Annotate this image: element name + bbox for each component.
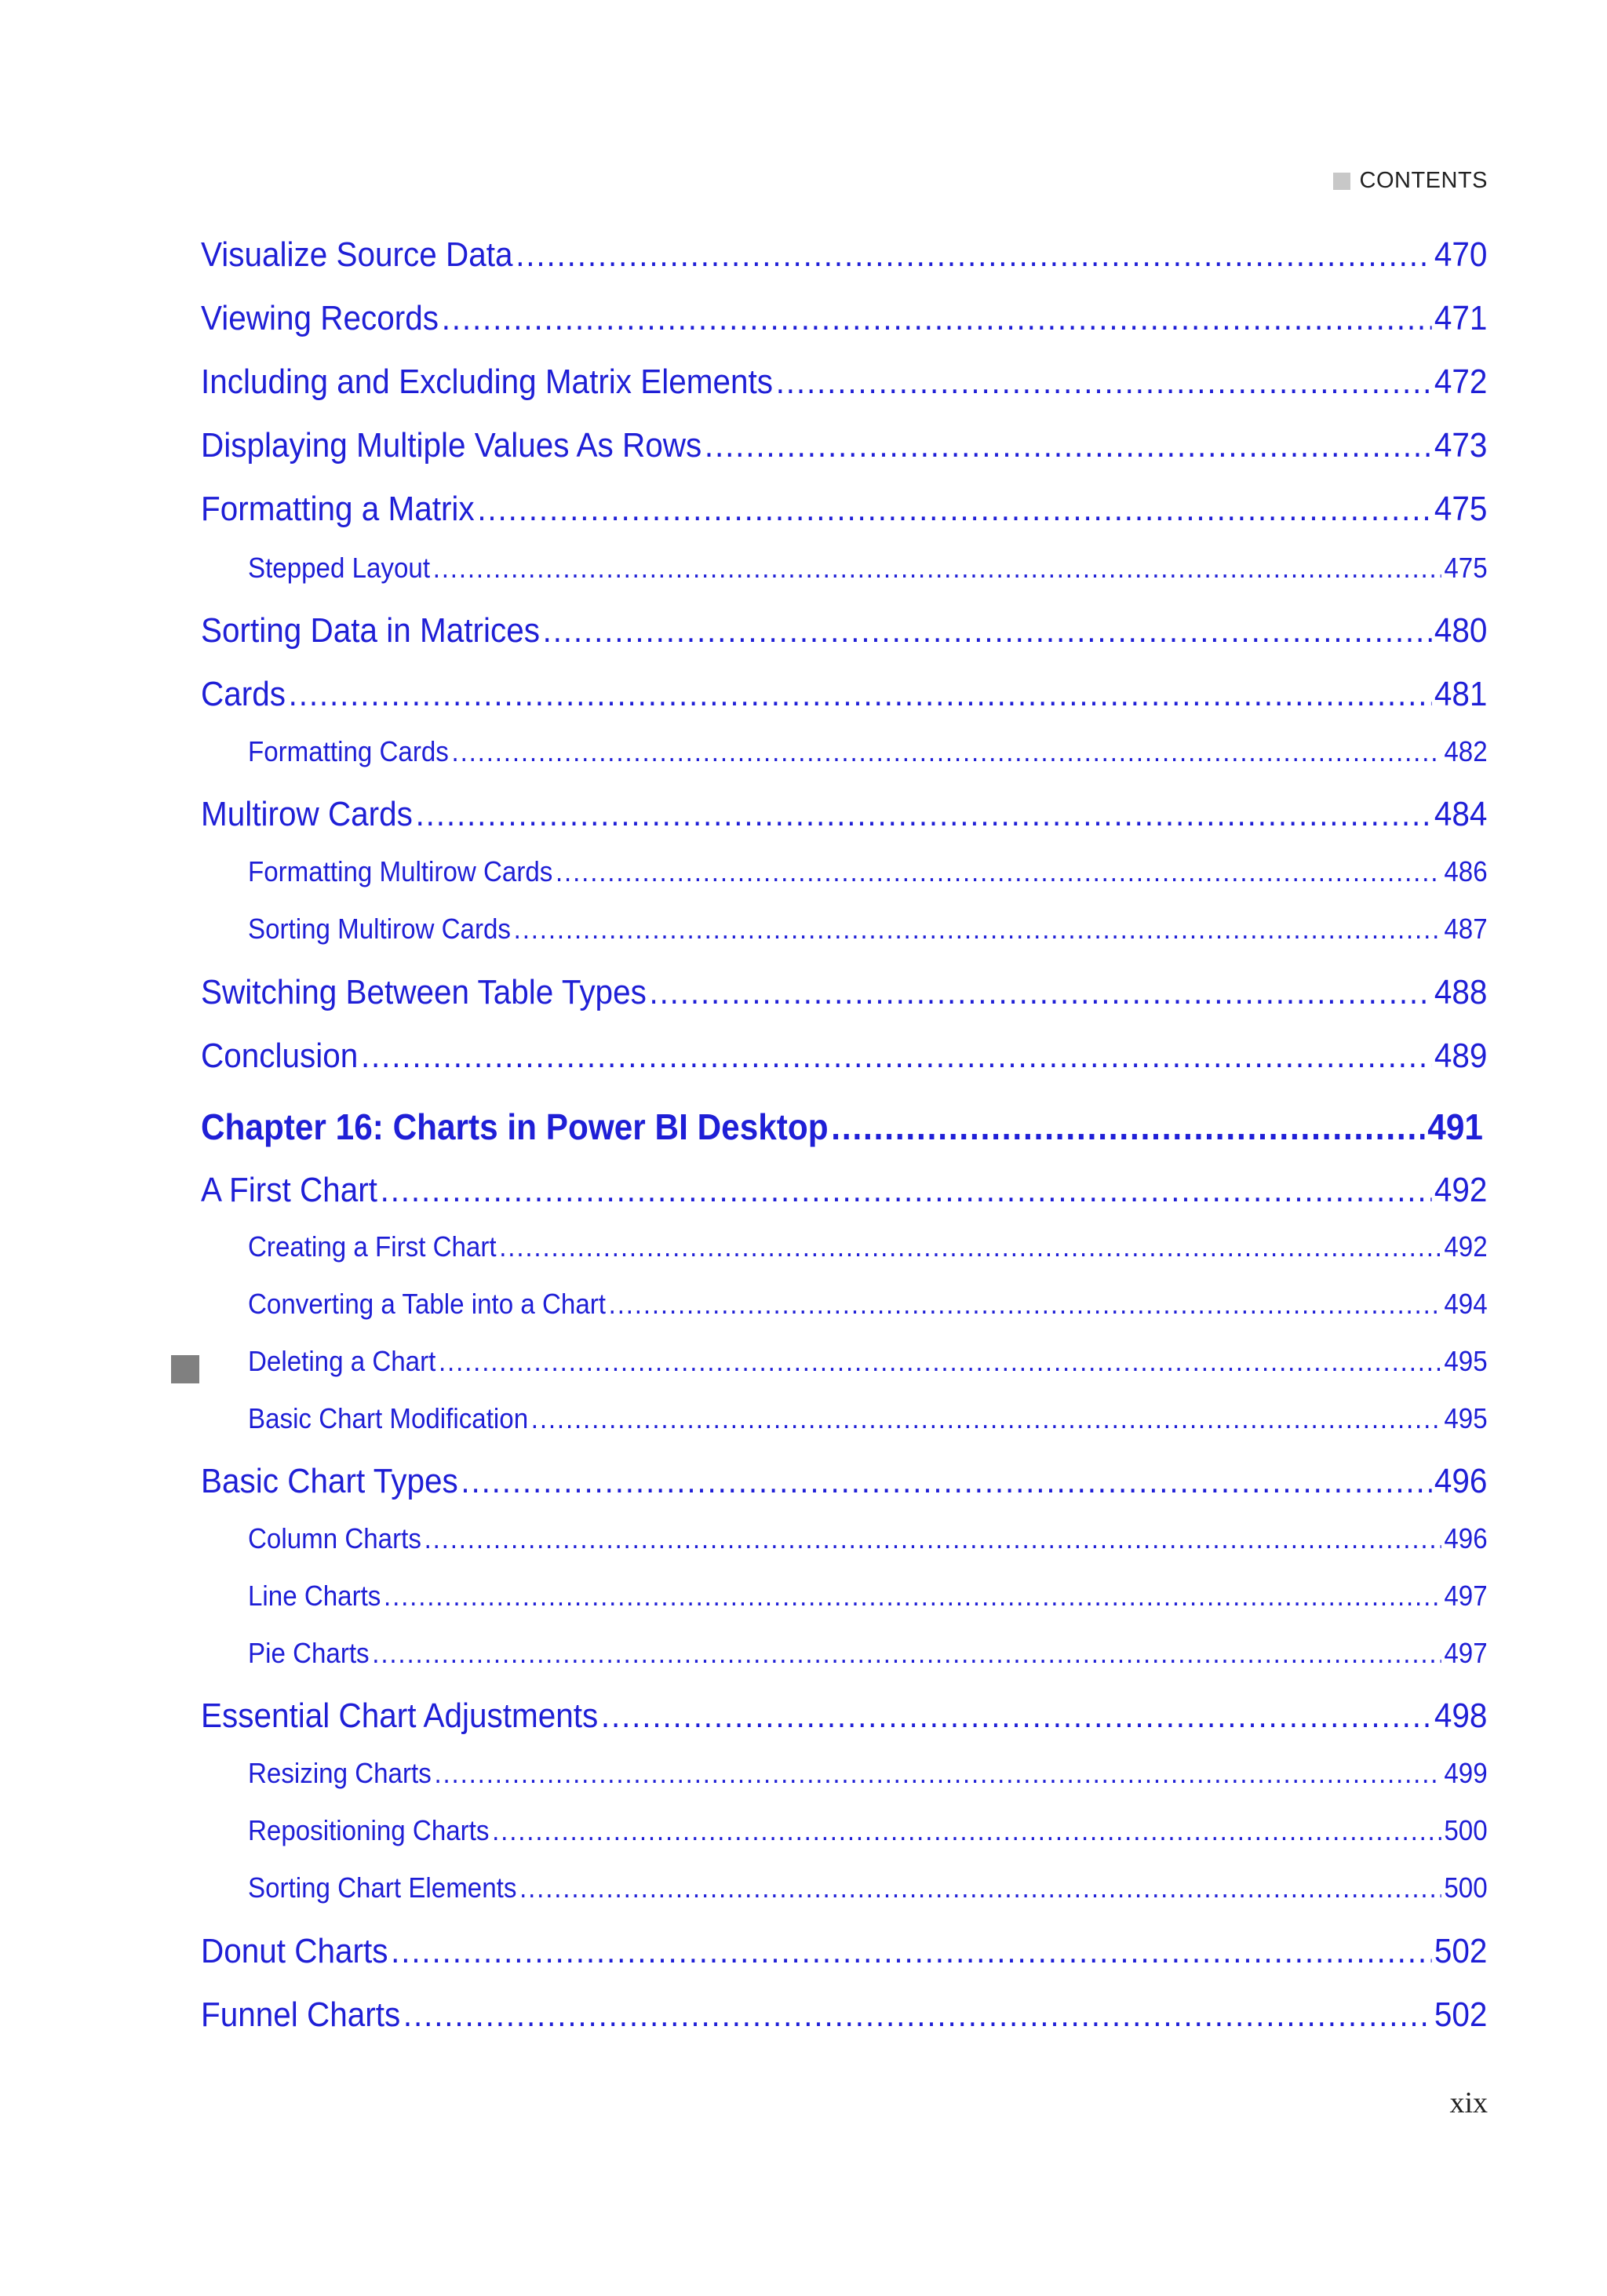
toc-entry-section[interactable] bbox=[201, 1462, 1487, 1501]
toc-entry-page: 498 bbox=[1434, 1696, 1488, 1735]
toc-entry-section[interactable] bbox=[201, 611, 1487, 651]
toc-entry-section[interactable] bbox=[201, 1995, 1487, 2035]
dot-leader bbox=[556, 855, 1441, 888]
toc-entry-sub[interactable] bbox=[248, 913, 1488, 946]
dot-leader bbox=[381, 1171, 1432, 1210]
toc-entry-section[interactable] bbox=[201, 490, 1487, 529]
toc-entry-sub[interactable] bbox=[248, 1637, 1488, 1670]
toc-entry-title: Resizing Charts bbox=[248, 1757, 432, 1789]
toc-entry-title: Repositioning Charts bbox=[248, 1814, 490, 1846]
toc-entry-sub[interactable] bbox=[248, 1814, 1488, 1847]
dot-leader bbox=[477, 490, 1431, 529]
toc-entry-title: Formatting Cards bbox=[248, 735, 449, 767]
toc-entry-section[interactable] bbox=[201, 235, 1487, 275]
toc-entry-page: 497 bbox=[1444, 1580, 1488, 1612]
toc-entry-page: 497 bbox=[1444, 1637, 1488, 1669]
toc-entry-page: 496 bbox=[1444, 1522, 1488, 1554]
running-header bbox=[1333, 168, 1489, 194]
toc-entry-page: 492 bbox=[1434, 1171, 1488, 1209]
toc-entry-page: 500 bbox=[1444, 1871, 1488, 1904]
dot-leader bbox=[650, 973, 1432, 1012]
toc-entry-sub[interactable] bbox=[248, 1522, 1488, 1555]
toc-entry-title: Viewing Records bbox=[201, 299, 439, 337]
toc-entry-title: Displaying Multiple Values As Rows bbox=[201, 426, 702, 465]
toc-entry-page: 482 bbox=[1444, 735, 1488, 767]
dot-leader bbox=[461, 1462, 1431, 1501]
toc-entry-page: 473 bbox=[1434, 426, 1488, 465]
toc-entry-title: Essential Chart Adjustments bbox=[201, 1696, 599, 1735]
dot-leader bbox=[372, 1637, 1441, 1670]
toc-entry-chapter[interactable] bbox=[201, 1106, 1483, 1148]
toc-entry-sub[interactable] bbox=[248, 735, 1488, 768]
toc-entry-page: 470 bbox=[1434, 235, 1488, 274]
toc-entry-title: Formatting a Matrix bbox=[201, 490, 475, 528]
dot-leader bbox=[705, 426, 1431, 465]
toc-entry-page: 484 bbox=[1434, 795, 1488, 833]
toc-entry-section[interactable] bbox=[201, 299, 1487, 338]
chapter-marker-icon bbox=[171, 1355, 199, 1383]
toc-entry-section[interactable] bbox=[201, 795, 1487, 834]
toc-entry-section[interactable] bbox=[201, 1037, 1487, 1076]
toc-entry-page: 475 bbox=[1434, 490, 1488, 528]
toc-entry-sub[interactable] bbox=[248, 1230, 1488, 1263]
toc-entry-sub[interactable] bbox=[248, 1345, 1488, 1378]
toc-entry-title: Switching Between Table Types bbox=[201, 973, 647, 1011]
toc-entry-title: Basic Chart Types bbox=[201, 1462, 458, 1500]
page-number: xix bbox=[1449, 2086, 1488, 2119]
toc-entry-section[interactable] bbox=[201, 1696, 1487, 1736]
toc-entry-title: Multirow Cards bbox=[201, 795, 413, 833]
dot-leader bbox=[516, 235, 1431, 275]
toc-entry-title: Deleting a Chart bbox=[248, 1345, 436, 1377]
toc-entry-title: Formatting Multirow Cards bbox=[248, 855, 553, 887]
toc-entry-title: Donut Charts bbox=[201, 1932, 388, 1970]
toc-entry-page: 496 bbox=[1434, 1462, 1488, 1500]
toc-entry-title: Converting a Table into a Chart bbox=[248, 1288, 606, 1320]
toc-entry-sub[interactable] bbox=[248, 1757, 1488, 1790]
toc-entry-page: 494 bbox=[1444, 1288, 1488, 1320]
toc-entry-title: Cards bbox=[201, 675, 286, 713]
dot-leader bbox=[831, 1106, 1424, 1148]
dot-leader bbox=[499, 1230, 1441, 1263]
dot-leader bbox=[403, 1995, 1431, 2035]
toc-entry-section[interactable] bbox=[201, 426, 1487, 465]
toc-entry-title: Line Charts bbox=[248, 1580, 381, 1612]
dot-leader bbox=[434, 1757, 1441, 1790]
dot-leader bbox=[361, 1037, 1431, 1076]
toc-entry-title: Including and Excluding Matrix Elements bbox=[201, 363, 774, 401]
toc-entry-page: 491 bbox=[1427, 1106, 1483, 1147]
toc-entry-page: 472 bbox=[1434, 363, 1488, 401]
header-square-icon bbox=[1333, 173, 1350, 190]
toc-entry-title: Basic Chart Modification bbox=[248, 1402, 529, 1434]
toc-entry-page: 495 bbox=[1444, 1402, 1488, 1434]
toc-entry-sub[interactable] bbox=[248, 552, 1488, 585]
toc-entry-title: Visualize Source Data bbox=[201, 235, 513, 274]
dot-leader bbox=[531, 1402, 1441, 1435]
dot-leader bbox=[492, 1814, 1441, 1847]
dot-leader bbox=[601, 1696, 1431, 1736]
toc-entry-sub[interactable] bbox=[248, 1580, 1488, 1613]
toc-entry-page: 487 bbox=[1444, 913, 1488, 945]
toc-entry-title: Pie Charts bbox=[248, 1637, 370, 1669]
toc-entry-page: 486 bbox=[1444, 855, 1488, 887]
dot-leader bbox=[289, 675, 1432, 714]
dot-leader bbox=[425, 1522, 1441, 1555]
toc-entry-sub[interactable] bbox=[248, 1871, 1488, 1904]
dot-leader bbox=[439, 1345, 1441, 1378]
toc-entry-page: 499 bbox=[1444, 1757, 1488, 1789]
toc-entry-section[interactable] bbox=[201, 363, 1487, 402]
toc-entry-title: Creating a First Chart bbox=[248, 1230, 497, 1263]
toc-entry-title: Funnel Charts bbox=[201, 1995, 401, 2034]
toc-entry-sub[interactable] bbox=[248, 855, 1488, 888]
dot-leader bbox=[514, 913, 1441, 946]
running-title: CONTENTS bbox=[1359, 168, 1488, 193]
toc-entry-title: Column Charts bbox=[248, 1522, 421, 1554]
toc-entry-page: 500 bbox=[1444, 1814, 1488, 1846]
toc-entry-page: 475 bbox=[1444, 552, 1488, 584]
toc-entry-page: 489 bbox=[1434, 1037, 1488, 1075]
toc-entry-title: Stepped Layout bbox=[248, 552, 431, 584]
toc-entry-title: Sorting Data in Matrices bbox=[201, 611, 540, 650]
toc-entry-title: A First Chart bbox=[201, 1171, 377, 1209]
toc-entry-title: Conclusion bbox=[201, 1037, 359, 1075]
toc-entry-page: 480 bbox=[1434, 611, 1488, 650]
dot-leader bbox=[543, 611, 1432, 651]
toc-entry-sub[interactable] bbox=[248, 1402, 1488, 1435]
dot-leader bbox=[452, 735, 1441, 768]
toc-entry-title: Sorting Multirow Cards bbox=[248, 913, 511, 945]
toc-entry-page: 471 bbox=[1434, 299, 1488, 337]
toc-entry-sub[interactable] bbox=[248, 1288, 1488, 1321]
toc-entry-section[interactable] bbox=[201, 973, 1487, 1012]
toc-entry-page: 502 bbox=[1434, 1995, 1488, 2034]
toc-entry-page: 481 bbox=[1434, 675, 1488, 713]
dot-leader bbox=[442, 299, 1432, 338]
dot-leader bbox=[433, 552, 1441, 585]
toc-entry-page: 492 bbox=[1444, 1230, 1488, 1263]
dot-leader bbox=[416, 795, 1432, 834]
toc-entry-section[interactable] bbox=[201, 1932, 1487, 1971]
dot-leader bbox=[519, 1871, 1441, 1904]
toc-entry-page: 488 bbox=[1434, 973, 1488, 1011]
toc-entry-title: Chapter 16: Charts in Power BI Desktop bbox=[201, 1106, 829, 1147]
toc-entry-section[interactable] bbox=[201, 1171, 1487, 1210]
toc-entry-page: 502 bbox=[1434, 1932, 1488, 1970]
dot-leader bbox=[391, 1932, 1431, 1971]
dot-leader bbox=[776, 363, 1432, 402]
dot-leader bbox=[609, 1288, 1441, 1321]
dot-leader bbox=[384, 1580, 1441, 1613]
toc-entry-page: 495 bbox=[1444, 1345, 1488, 1377]
toc-entry-title: Sorting Chart Elements bbox=[248, 1871, 517, 1904]
toc-entry-section[interactable] bbox=[201, 675, 1487, 714]
